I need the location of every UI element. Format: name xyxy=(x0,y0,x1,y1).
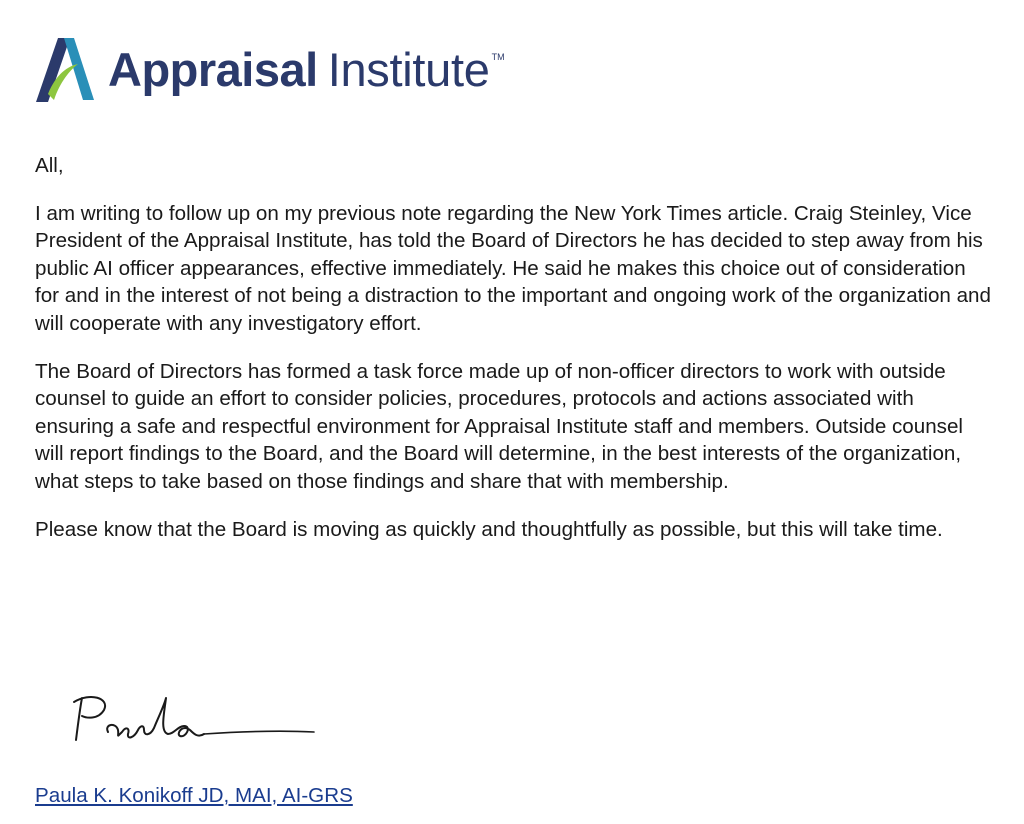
logo-word-institute: Institute xyxy=(327,42,490,96)
paragraph-2: The Board of Directors has formed a task force made up of non-officer directors to work with outside counsel to guide an effort to consider policies, procedures, protocols and actions associated with ensuring a safe and respectful environment for Appraisal Institute staff and members. Outside counsel will report findings to the Board, and the Board will determine, in the best interests of the organization, what steps to take based on those findings and share that with membership. xyxy=(35,359,963,493)
letter-content xyxy=(35,152,995,563)
logo-trademark: TM xyxy=(491,51,505,62)
logo-word-appraisal: Appraisal xyxy=(108,42,318,96)
logo-mark-icon xyxy=(34,34,96,104)
paragraph-1: I am writing to follow up on my previous note regarding the New York Times article. Craig Steinley, Vice President of the Appraisal Institute, has told the Board of Directors he has decided to step away from his public AI officer appearances, effective immediately. He said he makes this choice out of consideration for and in the interest of not being a distraction to the important and ongoing work of the organization and will cooperate with any investigatory effort. xyxy=(35,201,991,335)
greeting: All, xyxy=(35,154,64,177)
handwritten-signature xyxy=(64,688,324,752)
appraisal-institute-logo xyxy=(34,34,505,104)
logo-wordmark xyxy=(108,42,505,97)
paragraph-3: Please know that the Board is moving as quickly and thoughtfully as possible, but this will take time. xyxy=(35,517,943,541)
signatory-name-link[interactable]: Paula K. Konikoff JD, MAI, AI-GRS xyxy=(35,784,353,807)
